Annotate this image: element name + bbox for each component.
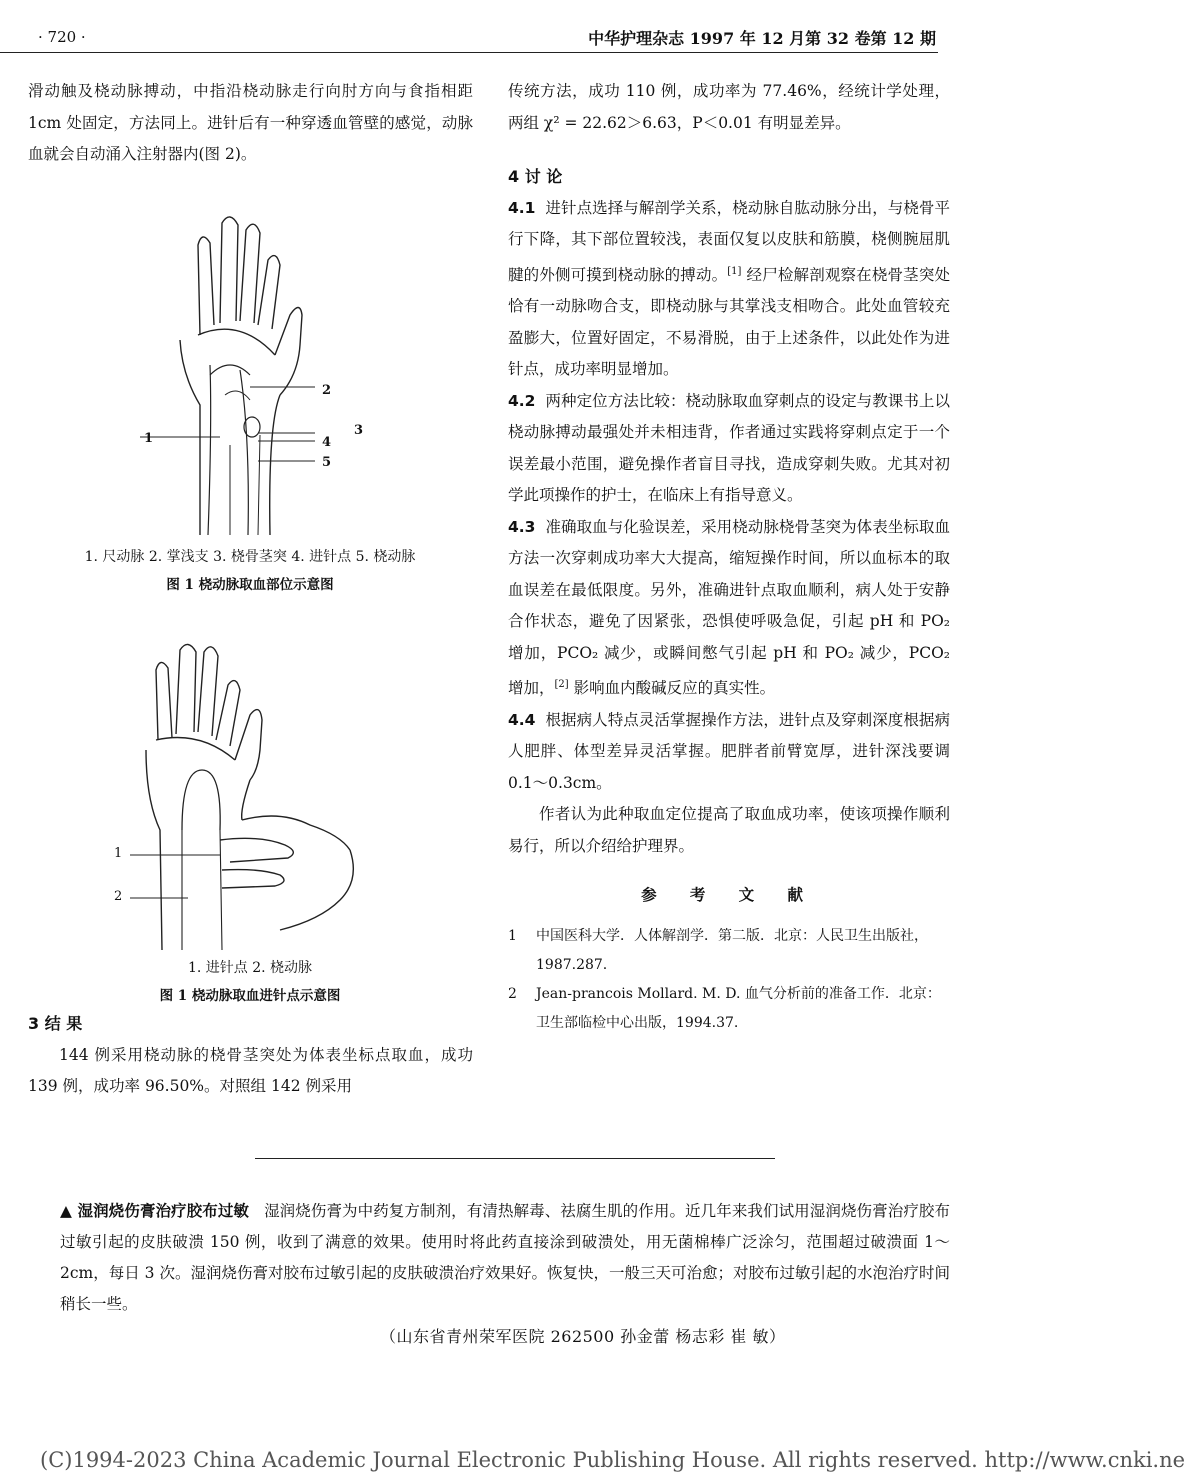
section-4-2	[508, 386, 950, 512]
news-author: （山东省青州荣军医院 262500 孙金蕾 杨志彩 崔 敏）	[380, 1327, 786, 1346]
section-4-3-text: 准确取血与化验误差，采用桡动脉桡骨茎突为体表坐标取血方法一次穿刺成功率大大提高，缩短操作时间，所以血标本的取血误差在最低限度。另外，准确进针点取血顺利，病人处于安静合作状态，避免了因紧张，恐惧使呼吸急促，引起 pH 和 PO₂ 增加，PCO₂ 减少，或瞬间憋气引起 pH 和 PO₂ 减少，PCO₂ 增加，	[508, 517, 950, 698]
reference-item	[508, 922, 950, 980]
journal-title: 中华护理杂志 1997 年 12 月第 32 卷第 12 期	[588, 29, 936, 48]
closing-paragraph: 作者认为此种取血定位提高了取血成功率，使该项操作顺利易行，所以介绍给护理界。	[508, 805, 950, 855]
fig1-label-5: 5	[322, 455, 332, 470]
fig2-title: 图 1 桡动脉取血进针点示意图	[159, 988, 341, 1004]
section-4-1-text: 进针点选择与解剖学关系，桡动脉自肱动脉分出，与桡骨平行下降，其下部位置较浅，表面仅复以皮肤和筋膜，桡侧腕屈肌腱的外侧可摸到桡动脉的搏动。	[508, 198, 950, 284]
news-item	[60, 1196, 950, 1320]
reference-text: 中国医科大学．人体解剖学．第二版．北京：人民卫生出版社，1987.287.	[536, 927, 928, 973]
section-4-heading: 4 讨 论	[508, 167, 563, 186]
section-4-2-label: 4.2	[508, 391, 536, 410]
reference-item	[508, 980, 950, 1038]
hand-diagram-1	[140, 205, 380, 535]
section-3-text: 144 例采用桡动脉的桡骨茎突处为体表坐标点取血，成功 139 例，成功率 96.50%。对照组 142 例采用	[28, 1045, 473, 1095]
section-3-heading: 3 结 果	[28, 1014, 83, 1033]
news-body: 湿润烧伤膏为中药复方制剂，有清热解毒、祛腐生肌的作用。近几年来我们试用湿润烧伤膏治疗胶布过敏引起的皮肤破溃 150 例，收到了满意的效果。使用时将此药直接涂到破溃处，用无菌棉棒广泛涂匀，范围超过破溃面 1～2cm，每日 3 次。湿润烧伤膏对胶布过敏引起的皮肤破溃治疗效果好。恢复快，一般三天可治愈；对胶布过敏引起的水泡治疗时间稍长一些。	[60, 1202, 950, 1313]
left-paragraph-1: 滑动触及桡动脉搏动，中指沿桡动脉走行向肘方向与食指相距 1cm 处固定，方法同上。进针后有一种穿透血管壁的感觉，动脉血就会自动涌入注射器内(图 2)。	[28, 82, 473, 163]
left-column	[28, 76, 473, 171]
results-continuation: 传统方法，成功 110 例，成功率为 77.46%，经统计学处理，两组 χ² = 22.62＞6.63，P＜0.01 有明显差异。	[508, 82, 950, 132]
section-3	[28, 1008, 473, 1103]
fig1-label-2: 2	[322, 383, 332, 398]
page-number: · 720 ·	[38, 28, 86, 46]
fig2-label-2: 2	[114, 889, 123, 904]
fig1-title: 图 1 桡动脉取血部位示意图	[166, 577, 334, 593]
fig1-legend: 1. 尺动脉 2. 掌浅支 3. 桡骨茎突 4. 进针点 5. 桡动脉	[84, 549, 416, 565]
section-4-1-label: 4.1	[508, 198, 536, 217]
section-4-4	[508, 705, 950, 800]
fig1-label-1: 1	[144, 431, 154, 446]
hand-diagram-2	[110, 630, 390, 950]
section-divider	[255, 1158, 775, 1159]
header-rule	[0, 52, 938, 53]
news-title: ▲ 湿润烧伤膏治疗胶布过敏	[60, 1202, 250, 1220]
fig2-label-1: 1	[114, 846, 123, 861]
reference-text: Jean-prancois Mollard. M. D. 血气分析前的准备工作．北京：卫生部临检中心出版，1994.37.	[536, 985, 941, 1031]
section-4-3-text-2: 影响血内酸碱反应的真实性。	[568, 679, 776, 698]
figure-2	[110, 630, 390, 950]
ref-marker-1: [1]	[727, 265, 742, 277]
section-4-3	[508, 512, 950, 705]
fig1-label-3: 3	[354, 423, 364, 438]
references-heading: 参 考 文 献	[641, 886, 817, 905]
section-4-2-text: 两种定位方法比较：桡动脉取血穿刺点的设定与教课书上以桡动脉搏动最强处并未相违背，作者通过实践将穿刺点定于一个误差最小范围，避免操作者盲目寻找，造成穿刺失败。尤其对初学此项操作的护士，在临床上有指导意义。	[508, 391, 950, 505]
fig2-legend: 1. 进针点 2. 桡动脉	[187, 960, 313, 976]
section-4-1	[508, 193, 950, 386]
right-column	[508, 76, 950, 1038]
reference-number: 2	[508, 985, 517, 1002]
copyright-footer: (C)1994-2023 China Academic Journal Electronic Publishing House. All rights reserved. http://www.cnki.ne	[40, 1448, 1185, 1472]
section-4-3-label: 4.3	[508, 517, 536, 536]
ref-marker-2: [2]	[554, 679, 569, 691]
figure-1	[140, 205, 380, 535]
section-4-1-text-2: 经尸检解剖观察在桡骨茎突处恰有一动脉吻合支，即桡动脉与其掌浅支相吻合。此处血管较充盈膨大，位置好固定，不易滑脱，由于上述条件，以此处作为进针点，成功率明显增加。	[508, 265, 950, 379]
section-4-4-text: 根据病人特点灵活掌握操作方法，进针点及穿刺深度根据病人肥胖、体型差异灵活掌握。肥胖者前臂宽厚，进针深浅要调 0.1～0.3cm。	[508, 710, 950, 792]
fig1-label-4: 4	[322, 435, 332, 450]
reference-number: 1	[508, 927, 517, 944]
section-4-4-label: 4.4	[508, 710, 536, 729]
